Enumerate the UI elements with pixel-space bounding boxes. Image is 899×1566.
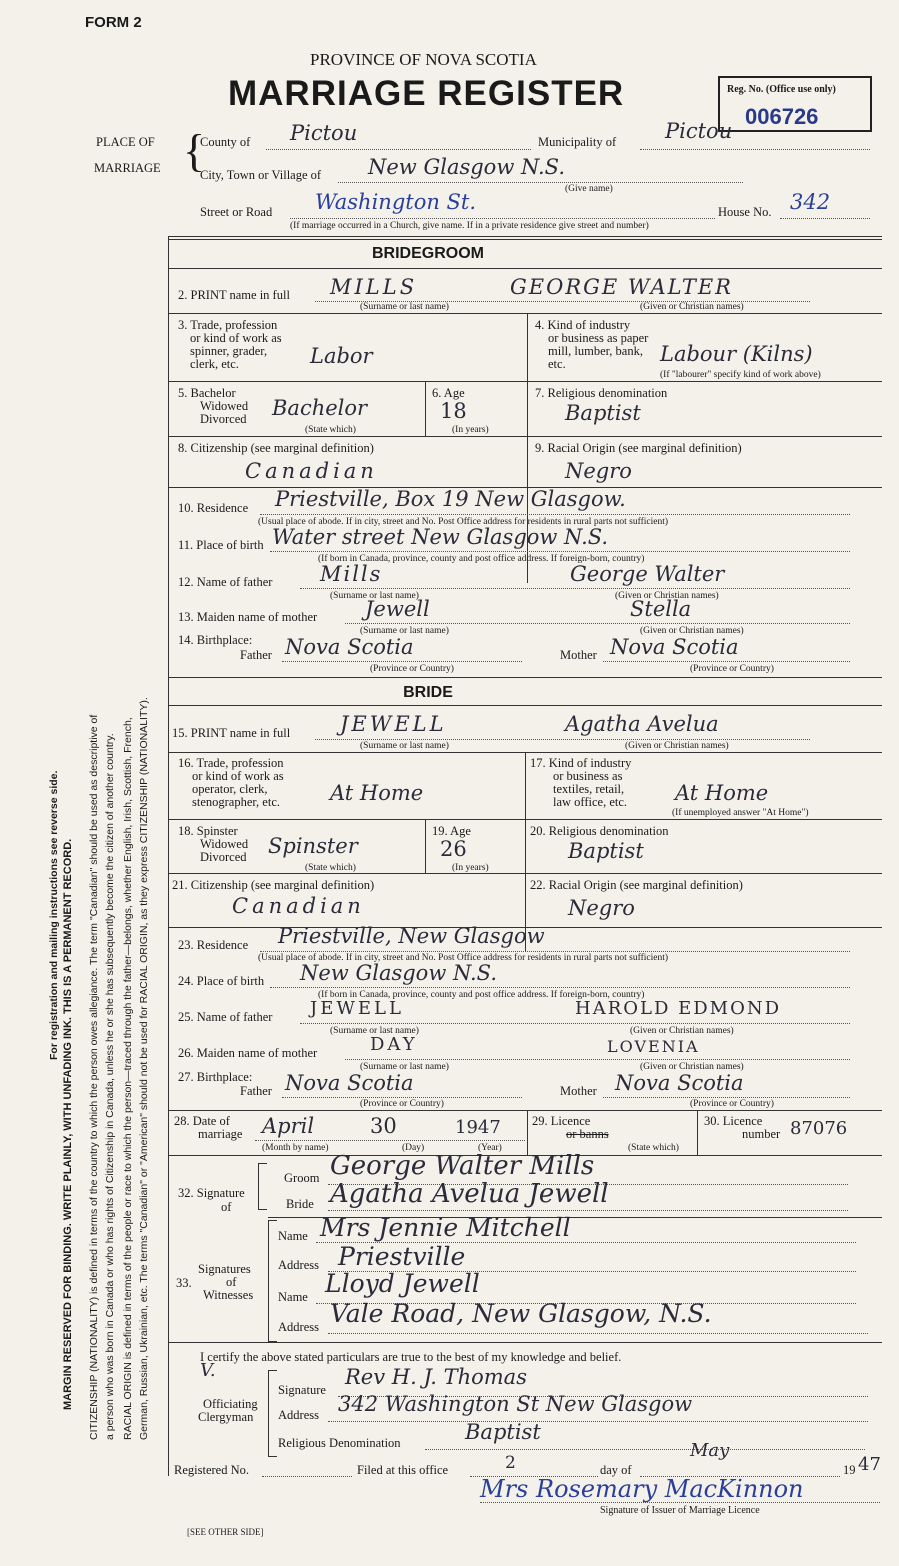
bride-trade: At Home	[330, 781, 424, 805]
margin-citizenship-def-2: a person who was born in Canada or who has rights of Citizenship in Canada, unless he or she has subsequently become the citizen of another country.	[104, 733, 116, 1440]
f27-mother-caption: (Province or Country)	[690, 1099, 774, 1109]
officiating-l2: Clergyman	[198, 1410, 254, 1424]
witness1-address: Priestville	[338, 1242, 466, 1271]
groom-mother-given: Stella	[630, 597, 692, 621]
clergy-signature: Rev H. J. Thomas	[345, 1365, 527, 1389]
certify-statement: I certify the above stated particulars are true to the best of my knowledge and belief.	[200, 1350, 622, 1364]
f17-caption: (If unemployed answer "At Home")	[672, 808, 809, 818]
f23-label: 23. Residence	[178, 938, 249, 952]
clergy-initial-mark: V.	[200, 1360, 216, 1381]
registered-label: Registered No.	[174, 1463, 249, 1477]
f27-father-caption: (Province or Country)	[360, 1099, 444, 1109]
bride-signature: Agatha Avelua Jewell	[330, 1179, 609, 1209]
groom-signature: George Walter Mills	[330, 1151, 595, 1181]
f13-surname-caption: (Surname or last name)	[360, 626, 449, 636]
bride-status: Spinster	[268, 834, 358, 858]
marriage-month: April	[262, 1114, 315, 1138]
witness2-address: Vale Road, New Glasgow, N.S.	[330, 1299, 712, 1328]
f14-father-label: Father	[240, 648, 272, 662]
f33-l2: of	[226, 1275, 237, 1289]
groom-surname: MILLS	[330, 275, 418, 299]
page-title: MARRIAGE REGISTER	[228, 74, 625, 113]
witness2-address-label: Address	[278, 1320, 319, 1334]
f13-given-caption: (Given or Christian names)	[640, 626, 744, 636]
f18-l1: 18. Spinster	[178, 824, 238, 838]
groom-status: Bachelor	[272, 396, 368, 420]
f18-l2: Widowed	[200, 837, 249, 851]
f4-l3: mill, lumber, bank,	[548, 344, 643, 358]
year-caption: (Year)	[478, 1143, 502, 1153]
f28-l2: marriage	[198, 1127, 243, 1141]
residence-caption: (Usual place of abode. If in city, street and No. Post Office address for residents in rural parts not sufficient)	[258, 517, 669, 527]
bride-label: Bride	[286, 1197, 314, 1211]
f32-l1: 32. Signature	[178, 1186, 245, 1200]
f26-given-caption: (Given or Christian names)	[640, 1062, 744, 1072]
filed-year-prefix: 19	[843, 1463, 856, 1477]
f3-l3: spinner, grader,	[190, 344, 268, 358]
f25-label: 25. Name of father	[178, 1010, 273, 1024]
f27-father-label: Father	[240, 1084, 272, 1098]
see-other-side: [SEE OTHER SIDE]	[187, 1527, 264, 1537]
f14-father-caption: (Province or Country)	[370, 664, 454, 674]
f26-surname-caption: (Surname or last name)	[360, 1062, 449, 1072]
county-value: Pictou	[290, 121, 358, 145]
bride-birthplace: New Glasgow N.S.	[300, 961, 497, 985]
clergy-religion: Baptist	[465, 1420, 541, 1444]
bridegroom-heading: BRIDEGROOM	[372, 245, 484, 262]
bride-age: 26	[440, 837, 467, 861]
f14-mother-caption: (Province or Country)	[690, 664, 774, 674]
bride-heading: BRIDE	[403, 684, 453, 701]
bride-mother-surname: DAY	[370, 1034, 418, 1055]
day-of-label: day of	[600, 1463, 632, 1477]
f14-mother-label: Mother	[560, 648, 597, 662]
city-label: City, Town or Village of	[200, 168, 322, 182]
officiating-l1: Officiating	[203, 1397, 258, 1411]
street-label: Street or Road	[200, 205, 273, 219]
f3-l4: clerk, etc.	[190, 357, 239, 371]
marriage-day: 30	[370, 1114, 397, 1138]
f20-label: 20. Religious denomination	[530, 824, 669, 838]
clergy-religious-label: Religious Denomination	[278, 1436, 401, 1450]
groom-industry: Labour (Kilns)	[660, 342, 813, 366]
house-value: 342	[790, 190, 831, 214]
bride-given-caption: (Given or Christian names)	[625, 741, 729, 751]
groom-trade: Labor	[310, 344, 373, 368]
bride-residence-caption: (Usual place of abode. If in city, street and No. Post Office address for residents in rural parts not sufficient)	[258, 953, 669, 963]
bride-birth-caption: (If born in Canada, province, county and post office address. If foreign-born, country)	[318, 990, 645, 1000]
groom-given: GEORGE WALTER	[510, 275, 733, 299]
f19-label: 19. Age	[432, 824, 471, 838]
f17-l2: or business as	[553, 769, 623, 783]
groom-state-which: (State which)	[305, 425, 356, 435]
place-label-1: PLACE OF	[96, 135, 155, 149]
groom-citizenship: Canadian	[245, 459, 378, 483]
street-value: Washington St.	[315, 190, 477, 214]
bride-years: (In years)	[452, 863, 489, 873]
marriage-year: 1947	[455, 1117, 501, 1138]
f29-state-which: (State which)	[628, 1143, 679, 1153]
witness1-name-label: Name	[278, 1229, 308, 1243]
groom-years: (In years)	[452, 425, 489, 435]
place-brace: {	[183, 125, 206, 176]
f14-label: 14. Birthplace:	[178, 633, 253, 647]
bride-mother-given: LOVENIA	[607, 1037, 700, 1056]
city-value: New Glasgow N.S.	[368, 155, 565, 179]
birth-caption: (If born in Canada, province, county and post office address. If foreign-born, country)	[318, 554, 645, 564]
f3-l2: or kind of work as	[190, 331, 282, 345]
reg-no-value: 006726	[745, 104, 819, 129]
issuer-signature: Mrs Rosemary MacKinnon	[480, 1475, 804, 1503]
municipality-value: Pictou	[665, 119, 733, 143]
f33-no: 33.	[176, 1276, 192, 1290]
f12-label: 12. Name of father	[178, 575, 273, 589]
filed-day: 2	[505, 1453, 516, 1473]
groom-label: Groom	[284, 1171, 320, 1185]
f4-l2: or business as paper	[548, 331, 649, 345]
f13-label: 13. Maiden name of mother	[178, 610, 318, 624]
bride-citizenship: Canadian	[232, 894, 365, 918]
form-number: FORM 2	[85, 14, 142, 31]
bride-given: Agatha Avelua	[565, 712, 719, 736]
clergy-address: 342 Washington St New Glasgow	[338, 1392, 693, 1416]
f26-label: 26. Maiden name of mother	[178, 1046, 318, 1060]
bride-religion: Baptist	[568, 839, 644, 863]
clergy-address-label: Address	[278, 1408, 319, 1422]
f28-l1: 28. Date of	[174, 1114, 230, 1128]
f4-l1: 4. Kind of industry	[535, 318, 631, 332]
f16-l4: stenographer, etc.	[192, 795, 281, 809]
witness1-name: Mrs Jennie Mitchell	[320, 1213, 571, 1242]
groom-age: 18	[440, 399, 467, 423]
f33-l1: Signatures	[198, 1262, 251, 1276]
groom-mother-surname: Jewell	[365, 597, 430, 621]
clergy-brace	[268, 1370, 277, 1457]
f17-l4: law office, etc.	[553, 795, 628, 809]
f9-label: 9. Racial Origin (see marginal definition)	[535, 441, 742, 455]
f16-l1: 16. Trade, profession	[178, 756, 284, 770]
f17-l1: 17. Kind of industry	[530, 756, 632, 770]
groom-surname-caption: (Surname or last name)	[360, 302, 449, 312]
f3-l1: 3. Trade, profession	[178, 318, 278, 332]
f27-label: 27. Birthplace:	[178, 1070, 253, 1084]
f4-caption: (If "labourer" specify kind of work above)	[660, 370, 821, 380]
witness1-address-label: Address	[278, 1258, 319, 1272]
f33-l3: Witnesses	[203, 1288, 254, 1302]
groom-father-given: George Walter	[570, 562, 725, 586]
f25-given-caption: (Given or Christian names)	[630, 1026, 734, 1036]
clergy-signature-label: Signature	[278, 1383, 326, 1397]
f11-label: 11. Place of birth	[178, 538, 264, 552]
f5-l1: 5. Bachelor	[178, 386, 236, 400]
f2-label: 2. PRINT name in full	[178, 288, 290, 302]
groom-father-birthplace: Nova Scotia	[285, 635, 414, 659]
month-caption: (Month by name)	[262, 1143, 329, 1153]
bride-mother-birthplace: Nova Scotia	[615, 1071, 744, 1095]
margin-citizenship-def-1: CITIZENSHIP (NATIONALITY) is defined in terms of the country to which the person owes allegiance. The term "Canadian" should be used as descriptive of	[88, 714, 100, 1440]
groom-birthplace: Water street New Glasgow N.S.	[272, 525, 609, 549]
f8-label: 8. Citizenship (see marginal definition)	[178, 441, 374, 455]
place-note: (If marriage occurred in a Church, give name. If in a private residence give street and number)	[290, 221, 649, 231]
f5-l3: Divorced	[200, 412, 247, 426]
bride-father-birthplace: Nova Scotia	[285, 1071, 414, 1095]
f30-l1: 30. Licence	[704, 1114, 763, 1128]
f12-given-caption: (Given or Christian names)	[615, 591, 719, 601]
groom-racial: Negro	[565, 459, 632, 483]
place-label-2: MARRIAGE	[94, 161, 161, 175]
county-label: County of	[200, 135, 251, 149]
f17-l3: textiles, retail,	[553, 782, 625, 796]
bride-state-which: (State which)	[305, 863, 356, 873]
f6-label: 6. Age	[432, 386, 465, 400]
bride-father-given: HAROLD EDMOND	[575, 998, 782, 1019]
margin-binding-notice: MARGIN RESERVED FOR BINDING. WRITE PLAINLY, WITH UNFADING INK. THIS IS A PERMANENT RECORD.	[62, 838, 74, 1410]
margin-instructions: For registration and mailing instructions see reverse side.	[48, 770, 60, 1060]
province-heading: PROVINCE OF NOVA SCOTIA	[310, 50, 537, 69]
f22-label: 22. Racial Origin (see marginal definition)	[530, 878, 743, 892]
groom-residence: Priestville, Box 19 New Glasgow.	[275, 487, 626, 511]
bride-industry: At Home	[675, 781, 769, 805]
f32-l2: of	[221, 1200, 232, 1214]
f25-surname-caption: (Surname or last name)	[330, 1026, 419, 1036]
margin-racial-def-2: German, Russian, Ukrainian, etc. The terms "Canadian" or "American" should not be used for RACIAL ORIGIN, as they express CITIZENSHIP (NATIONALITY).	[138, 697, 150, 1440]
bride-residence: Priestville, New Glasgow	[278, 924, 545, 948]
witness-brace	[268, 1220, 277, 1342]
f30-l2: number	[742, 1127, 781, 1141]
bride-surname: JEWELL	[340, 712, 447, 736]
f4-l4: etc.	[548, 357, 566, 371]
filed-month: May	[690, 1440, 730, 1461]
f10-label: 10. Residence	[178, 501, 249, 515]
groom-religion: Baptist	[565, 401, 641, 425]
f16-l3: operator, clerk,	[192, 782, 268, 796]
f29-l1: 29. Licence	[532, 1114, 591, 1128]
groom-given-caption: (Given or Christian names)	[640, 302, 744, 312]
municipality-label: Municipality of	[538, 135, 617, 149]
f15-label: 15. PRINT name in full	[172, 726, 291, 740]
reg-no-label: Reg. No. (Office use only)	[727, 84, 836, 95]
f5-l2: Widowed	[200, 399, 249, 413]
f27-mother-label: Mother	[560, 1084, 597, 1098]
f21-label: 21. Citizenship (see marginal definition)	[172, 878, 375, 892]
bride-father-surname: JEWELL	[310, 998, 404, 1019]
give-name-caption: (Give name)	[565, 184, 613, 194]
f24-label: 24. Place of birth	[178, 974, 265, 988]
witness2-name: Lloyd Jewell	[325, 1269, 480, 1298]
f18-l3: Divorced	[200, 850, 247, 864]
filed-year: 47	[858, 1454, 881, 1475]
margin-racial-def-1: RACIAL ORIGIN is defined in terms of the people or race to which the person—traced through the father—belongs, whether English, Irish, Scottish, French,	[122, 717, 134, 1440]
licence-number: 87076	[790, 1118, 848, 1139]
f7-label: 7. Religious denomination	[535, 386, 668, 400]
groom-father-surname: Mills	[320, 562, 383, 586]
signature-brace	[258, 1163, 267, 1210]
f12-surname-caption: (Surname or last name)	[330, 591, 419, 601]
filed-label: Filed at this office	[357, 1463, 449, 1477]
groom-mother-birthplace: Nova Scotia	[610, 635, 739, 659]
day-caption: (Day)	[402, 1143, 425, 1153]
f16-l2: or kind of work as	[192, 769, 284, 783]
witness2-name-label: Name	[278, 1290, 308, 1304]
bride-racial: Negro	[568, 896, 635, 920]
issuer-label: Signature of Issuer of Marriage Licence	[600, 1505, 760, 1516]
house-label: House No.	[718, 205, 772, 219]
bride-surname-caption: (Surname or last name)	[360, 741, 449, 751]
f29-l2: or banns	[566, 1127, 609, 1141]
